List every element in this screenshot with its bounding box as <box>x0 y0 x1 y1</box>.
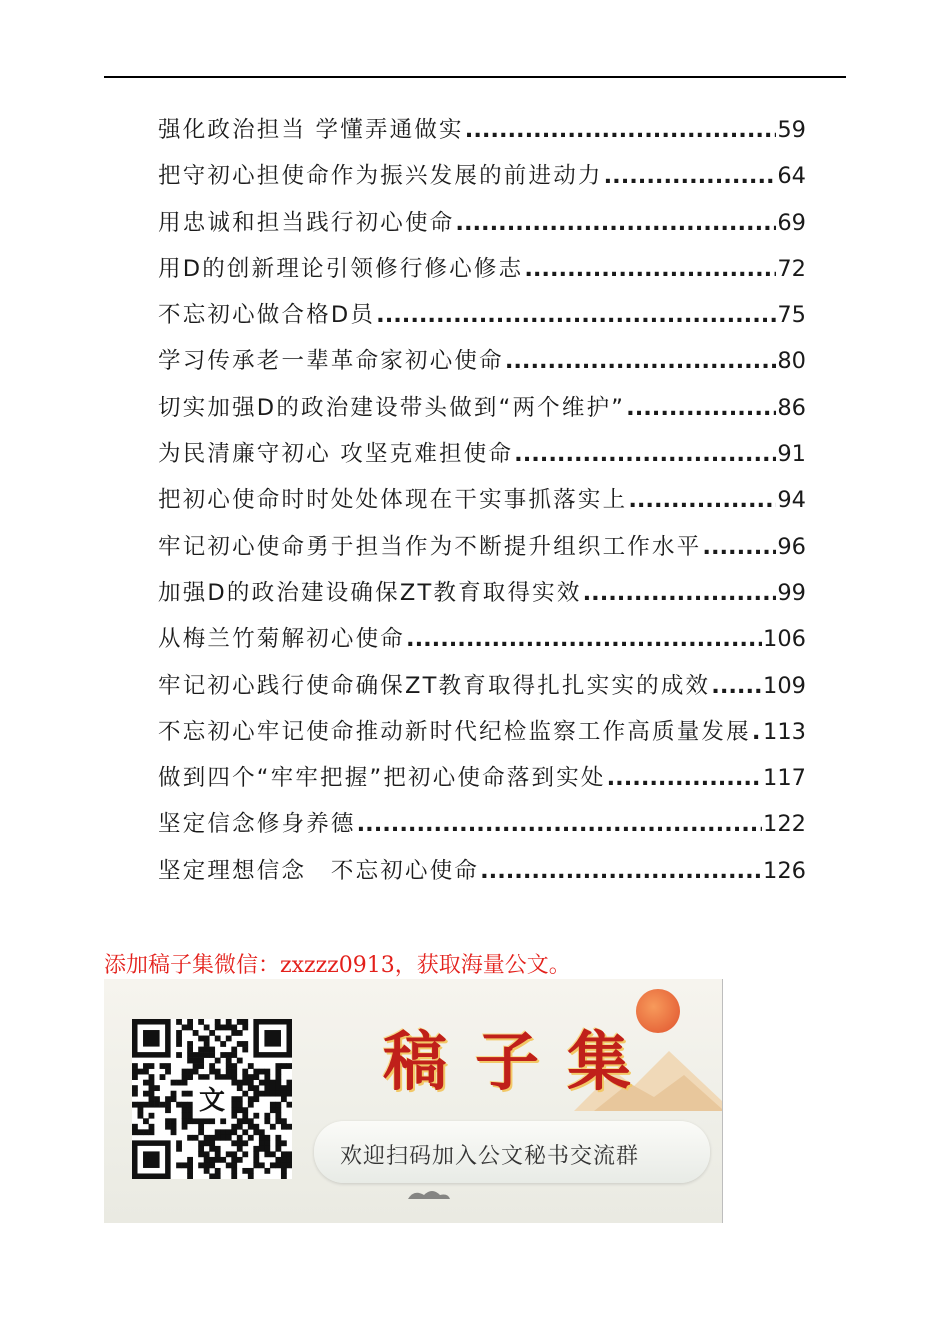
toc-entry[interactable] <box>158 436 806 482</box>
toc-entry[interactable] <box>158 806 806 852</box>
toc-entry-page: 75 <box>777 302 806 329</box>
toc-entry-page: 94 <box>777 487 806 514</box>
toc-entry[interactable] <box>158 760 806 806</box>
toc-entry-title: 把守初心担使命作为振兴发展的前进动力 <box>158 163 603 190</box>
toc-leader-dots <box>505 348 777 374</box>
toc-entry[interactable] <box>158 853 806 899</box>
toc-entry[interactable] <box>158 112 806 158</box>
toc-leader-dots <box>752 719 762 745</box>
toc-entry-page: 69 <box>777 209 806 236</box>
toc-entry-page: 113 <box>763 718 806 745</box>
toc-entry-page: 109 <box>763 672 806 699</box>
toc-entry[interactable] <box>158 621 806 667</box>
toc-entry[interactable] <box>158 482 806 528</box>
toc-entry-title: 从梅兰竹菊解初心使命 <box>158 626 406 653</box>
qr-code-graphic <box>132 1019 292 1179</box>
toc-entry[interactable] <box>158 668 806 714</box>
toc-leader-dots <box>480 858 762 884</box>
qr-code[interactable] <box>132 1019 292 1179</box>
cloud-decoration <box>404 1185 454 1203</box>
toc-entry-title: 为民清廉守初心 攻坚克难担使命 <box>158 441 514 468</box>
toc-leader-dots <box>406 626 762 652</box>
toc-entry-title: 把初心使命时时处处体现在干实事抓落实上 <box>158 487 628 514</box>
toc-entry-page: 64 <box>777 163 806 190</box>
toc-entry[interactable] <box>158 529 806 575</box>
toc-entry-title: 不忘初心做合格D员 <box>158 302 376 329</box>
toc-entry-page: 72 <box>777 255 806 282</box>
toc-entry-title: 坚定信念修身养德 <box>158 811 356 838</box>
toc-leader-dots <box>711 673 762 699</box>
slogan-text: 欢迎扫码加入公文秘书交流群 <box>340 1144 640 1169</box>
header-rule <box>104 76 846 78</box>
qr-center-glyph: 文 <box>198 1086 226 1116</box>
table-of-contents <box>158 112 806 899</box>
toc-entry-title: 不忘初心牢记使命推动新时代纪检监察工作高质量发展 <box>158 718 751 745</box>
toc-leader-dots <box>514 441 776 467</box>
toc-entry-title: 坚定理想信念 不忘初心使命 <box>158 857 480 884</box>
toc-entry[interactable] <box>158 297 806 343</box>
toc-leader-dots <box>607 765 762 791</box>
toc-entry-page: 91 <box>777 441 806 468</box>
toc-entry[interactable] <box>158 343 806 389</box>
toc-entry-title: 用D的创新理论引领修行修心修志 <box>158 255 524 282</box>
toc-entry-page: 126 <box>763 857 806 884</box>
toc-entry-title: 加强D的政治建设确保ZT教育取得实效 <box>158 579 582 606</box>
brand-logo: 稿子集 <box>383 1025 659 1100</box>
toc-leader-dots <box>455 210 776 236</box>
toc-leader-dots <box>524 256 776 282</box>
toc-leader-dots <box>604 163 777 189</box>
toc-entry[interactable] <box>158 575 806 621</box>
toc-leader-dots <box>628 487 776 513</box>
toc-leader-dots <box>583 580 777 606</box>
toc-entry-title: 做到四个“牢牢把握”把初心使命落到实处 <box>158 765 606 792</box>
toc-entry[interactable] <box>158 251 806 297</box>
toc-entry[interactable] <box>158 205 806 251</box>
toc-entry-page: 96 <box>777 533 806 560</box>
toc-entry-title: 强化政治担当 学懂弄通做实 <box>158 117 464 143</box>
toc-leader-dots <box>626 395 776 421</box>
toc-entry-title: 用忠诚和担当践行初心使命 <box>158 209 455 236</box>
toc-leader-dots <box>376 302 776 328</box>
toc-entry[interactable] <box>158 158 806 204</box>
toc-entry-title: 牢记初心践行使命确保ZT教育取得扎扎实实的成效 <box>158 672 711 699</box>
toc-entry-page: 86 <box>777 394 806 421</box>
toc-entry-title: 学习传承老一辈革命家初心使命 <box>158 348 504 375</box>
toc-entry-page: 106 <box>763 626 806 653</box>
toc-leader-dots <box>357 811 762 837</box>
toc-entry-page: 122 <box>763 811 806 838</box>
toc-entry-page: 117 <box>763 765 806 792</box>
promo-banner <box>104 979 723 1223</box>
toc-leader-dots <box>465 117 777 143</box>
toc-entry[interactable] <box>158 714 806 760</box>
toc-entry-page: 59 <box>777 117 806 143</box>
toc-entry-title: 牢记初心使命勇于担当作为不断提升组织工作水平 <box>158 533 702 560</box>
toc-entry-page: 80 <box>777 348 806 375</box>
toc-entry-title: 切实加强D的政治建设带头做到“两个维护” <box>158 394 626 421</box>
promo-text: 添加稿子集微信：zxzzz0913，获取海量公文。 <box>104 953 571 978</box>
toc-entry-page: 99 <box>777 579 806 606</box>
toc-entry[interactable] <box>158 390 806 436</box>
toc-leader-dots <box>702 534 776 560</box>
